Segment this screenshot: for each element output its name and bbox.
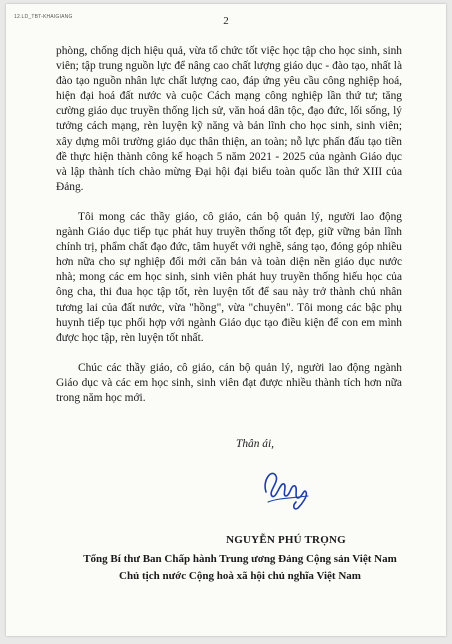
signer-name: NGUYỄN PHÚ TRỌNG [226,534,346,546]
document-page [6,4,446,636]
paragraph-1: phòng, chống dịch hiệu quả, vừa tổ chức tốt việc học tập cho học sinh, sinh viên; tập trung nguồn lực để nâng cao chất lượng giáo dục - đào tạo, nhất là đào tạo nguồn nhân lực chất lượng cao, đáp ứng yêu cầu công nghiệp hoá, hiện đại hoá đất nước và cuộc Cách mạng công nghiệp lần thứ tư; tăng cường giáo dục truyền thống lịch sử, văn hoá dân tộc, đạo đức, lối sống, lý tưởng cách mạng, rèn luyện kỹ năng và bản lĩnh cho học sinh, sinh viên; xây dựng môi trường giáo dục thân thiện, an toàn; nỗ lực phấn đấu tạo tiền đề thực hiện thành công kế hoạch 5 năm 2021 - 2025 của ngành Giáo dục và lập thành tích chào mừng Đại hội đại biểu toàn quốc lần thứ XIII của Đảng. [56,45,402,193]
signer-title-line-1: Tổng Bí thư Ban Chấp hành Trung ương Đảng Cộng sản Việt Nam [83,553,397,565]
page-number: 2 [223,15,229,27]
paragraph-3: Chúc các thầy giáo, cô giáo, cán bộ quản lý, người lao động ngành Giáo dục và các em học sinh, sinh viên đạt được nhiều thành tích hơn nữa trong năm học mới. [56,361,402,404]
handwritten-signature [258,462,318,512]
paragraph-2: Tôi mong các thầy giáo, cô giáo, cán bộ quản lý, người lao động ngành Giáo dục tiếp tục phát huy truyền thống tốt đẹp, giữ vững bản lĩnh chính trị, phẩm chất đạo đức, tâm huyết với nghề, sáng tạo, đóng góp nhiều hơn nữa cho sự nghiệp đổi mới căn bản và toàn diện nền giáo dục nước nhà; mong các em học sinh, sinh viên phát huy truyền thống hiếu học của ông cha, thi đua học tập tốt, rèn luyện tốt để sau này trở thành chủ nhân tương lai của đất nước, vừa "hồng", vừa "chuyên". Tôi mong các bậc phụ huynh tiếp tục phối hợp với ngành Giáo dục tạo điều kiện để con em mình được học tập, rèn luyện tốt nhất. [56,210,402,344]
closing-salutation: Thân ái, [236,438,274,450]
signer-title-line-2: Chủ tịch nước Cộng hoà xã hội chủ nghĩa Việt Nam [119,570,361,582]
document-code: 12.LD_TBT-KHAIGIANG [14,14,73,20]
letter-body [56,44,402,421]
